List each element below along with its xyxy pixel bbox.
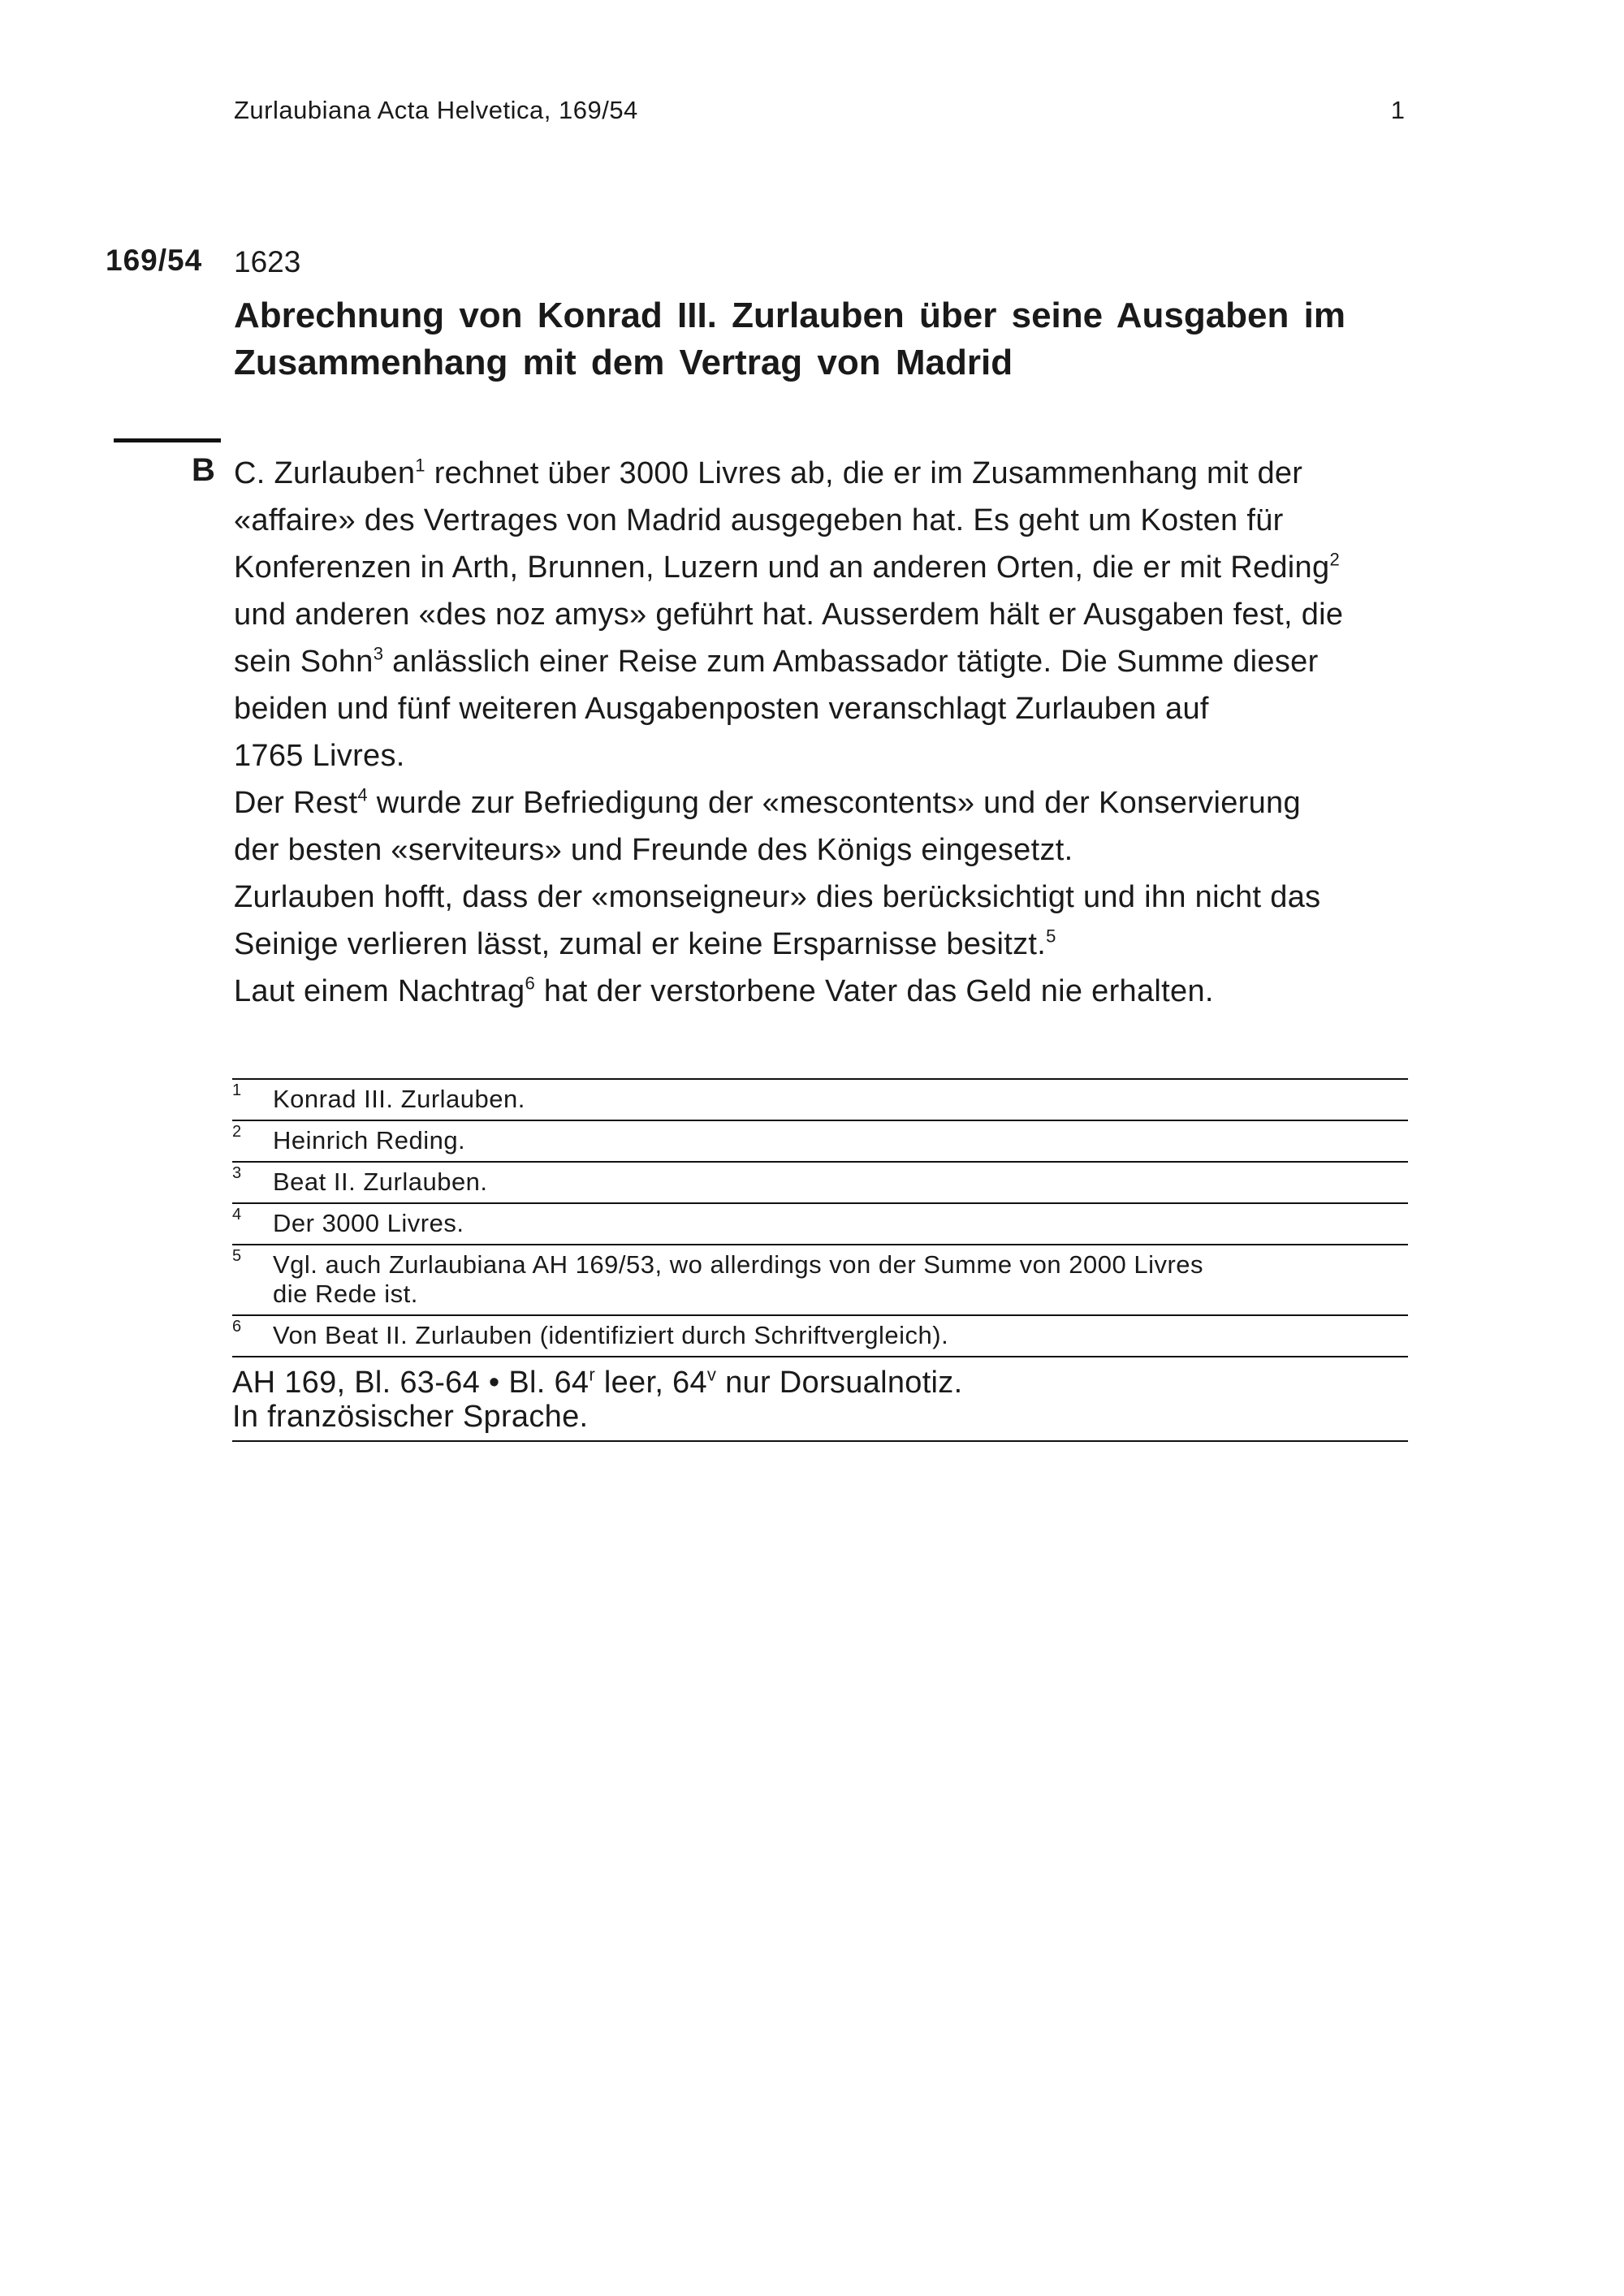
text-run: beiden und fünf weiteren Ausgabenposten veranschlagt Zurlauben auf	[234, 692, 1209, 726]
footnote-ref[interactable]: 3	[373, 643, 384, 664]
document-title	[234, 292, 1403, 386]
footnote-number: 3	[232, 1164, 242, 1182]
entry-id: 169/54	[106, 244, 203, 277]
footnote	[232, 1314, 1408, 1357]
body-line	[234, 685, 1411, 732]
body-line	[234, 968, 1411, 1015]
body-line	[234, 779, 1411, 826]
footnote-text	[273, 1204, 464, 1244]
source-note	[232, 1354, 1408, 1442]
footnote-ref[interactable]: v	[706, 1364, 717, 1385]
section-rule	[114, 438, 221, 442]
section-marker: B	[192, 452, 215, 488]
text-run: Laut einem Nachtrag	[234, 974, 525, 1008]
body-line	[234, 732, 1411, 779]
text-run: leer, 64	[595, 1366, 707, 1400]
footnote-ref[interactable]: r	[589, 1364, 595, 1385]
body-line	[234, 544, 1411, 591]
text-run: und anderen «des noz amys» geführt hat. Ausserdem hält er Ausgaben fest, die	[234, 598, 1344, 632]
footnote-line: Von Beat II. Zurlauben (identifiziert durch Schriftvergleich).	[273, 1321, 949, 1349]
footnote	[232, 1120, 1408, 1161]
body-line	[234, 826, 1411, 874]
body-line	[234, 638, 1411, 685]
text-run: 1765 Livres.	[234, 739, 405, 773]
body-line	[234, 497, 1411, 544]
source-reference	[232, 1366, 1408, 1400]
source-language: In französischer Sprache.	[232, 1400, 589, 1434]
text-run: AH 169, Bl. 63-64 • Bl. 64	[232, 1366, 590, 1400]
footnote	[232, 1244, 1408, 1314]
text-run: Zurlauben hofft, dass der «monseigneur» dies berücksichtigt und ihn nicht das	[234, 880, 1321, 914]
text-run: Konferenzen in Arth, Brunnen, Luzern und an anderen Orten, die er mit Reding	[234, 550, 1330, 585]
footnote	[232, 1078, 1408, 1120]
body-line	[234, 921, 1411, 968]
footnote-text	[273, 1163, 488, 1202]
text-run: C. Zurlauben	[234, 456, 416, 490]
text-run: «affaire» des Vertrages von Madrid ausgegeben hat. Es geht um Kosten für	[234, 503, 1284, 537]
text-run: der besten «serviteurs» und Freunde des Königs eingesetzt.	[234, 833, 1073, 867]
text-run: Der Rest	[234, 786, 358, 820]
footnote-line: Der 3000 Livres.	[273, 1209, 464, 1237]
text-run: hat der verstorbene Vater das Geld nie erhalten.	[535, 974, 1214, 1008]
footnote-number: 1	[232, 1081, 242, 1099]
footnote-line: Beat II. Zurlauben.	[273, 1167, 488, 1196]
footnote-line: Vgl. auch Zurlaubiana AH 169/53, wo allerdings von der Summe von 2000 Livres	[273, 1250, 1204, 1279]
running-title: Zurlaubiana Acta Helvetica, 169/54	[234, 96, 638, 124]
text-run: nur Dorsualnotiz.	[716, 1366, 963, 1400]
footnotes	[232, 1078, 1408, 1357]
text-run: Seinige verlieren lässt, zumal er keine Ersparnisse besitzt.	[234, 927, 1047, 961]
footnote	[232, 1161, 1408, 1202]
entry-date: 1623	[234, 245, 301, 278]
footnote-text	[273, 1121, 465, 1161]
text-run: wurde zur Befriedigung der «mescontents» und der Konservierung	[367, 786, 1301, 820]
footnote-text	[273, 1245, 1203, 1314]
page-number: 1	[1390, 96, 1405, 124]
title-line: Zusammenhang mit dem Vertrag von Madrid	[234, 343, 1013, 382]
footnote	[232, 1202, 1408, 1244]
body-line	[234, 450, 1411, 497]
footnote-ref[interactable]: 1	[415, 455, 425, 476]
body-line	[234, 591, 1411, 638]
text-run: rechnet über 3000 Livres ab, die er im Zusammenhang mit der	[425, 456, 1303, 490]
footnote-ref[interactable]: 5	[1046, 926, 1056, 947]
footnote-line: die Rede ist.	[273, 1280, 418, 1308]
text-run: anlässlich einer Reise zum Ambassador tätigte. Die Summe dieser	[383, 645, 1319, 679]
summary-text	[234, 450, 1411, 1015]
footnote-ref[interactable]: 6	[525, 973, 536, 994]
footnote-ref[interactable]: 2	[1329, 549, 1340, 570]
footnote-line: Heinrich Reding.	[273, 1126, 466, 1154]
body-line	[234, 874, 1411, 921]
text-run: sein Sohn	[234, 645, 374, 679]
title-line: Abrechnung von Konrad III. Zurlauben über seine Ausgaben im	[234, 296, 1345, 335]
footnote-number: 4	[232, 1206, 242, 1224]
footnote-text	[273, 1316, 948, 1356]
footnote-number: 6	[232, 1318, 242, 1336]
footnote-number: 5	[232, 1247, 242, 1265]
footnote-ref[interactable]: 4	[357, 784, 368, 805]
footnote-text	[273, 1080, 525, 1120]
footnote-number: 2	[232, 1123, 242, 1141]
footnote-line: Konrad III. Zurlauben.	[273, 1085, 525, 1113]
